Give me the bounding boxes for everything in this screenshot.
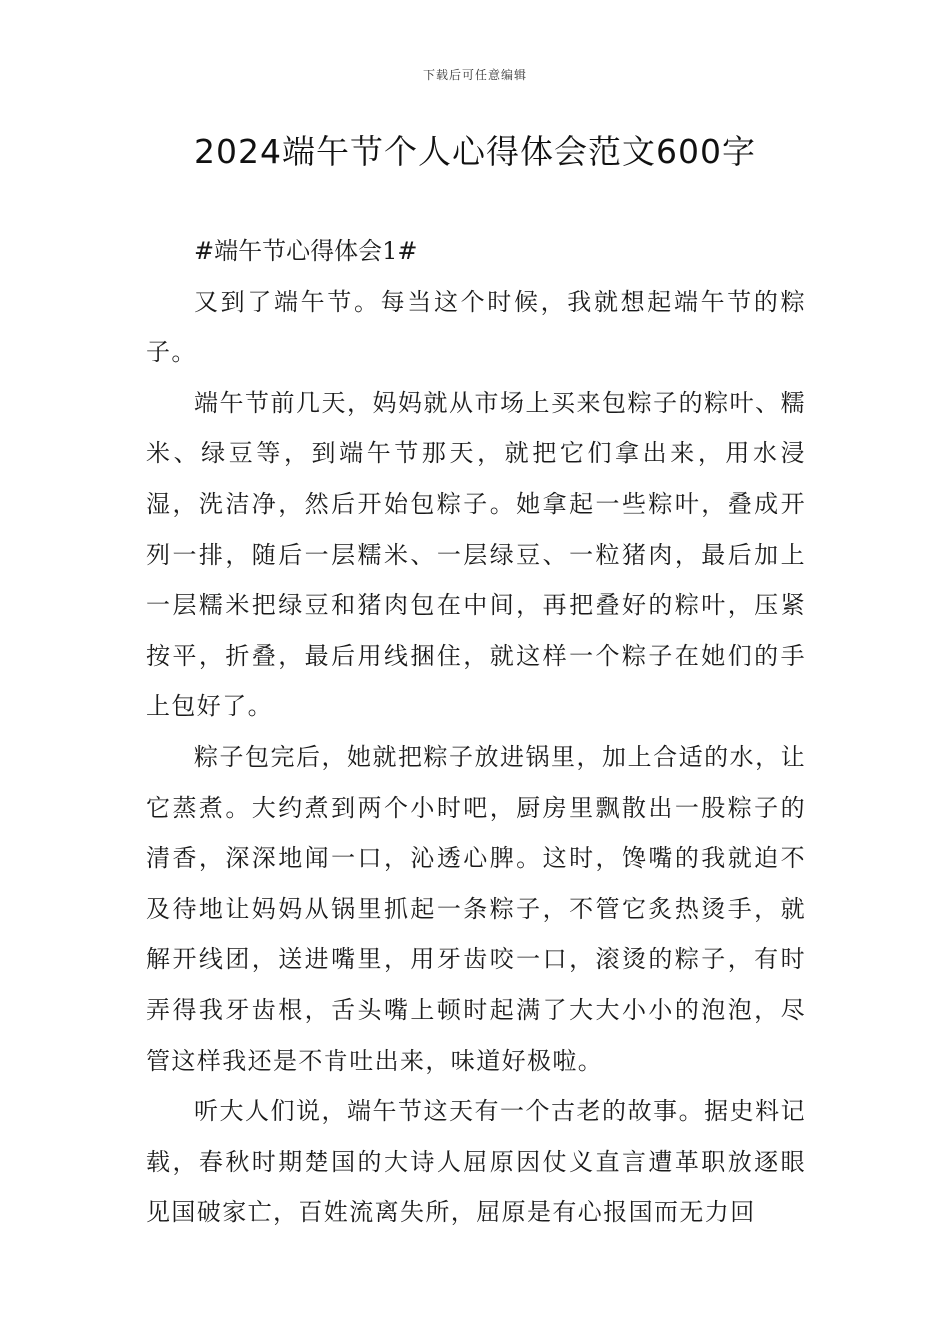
section-heading: #端午节心得体会1#	[194, 237, 418, 265]
page-title: 2024端午节个人心得体会范文600字	[194, 132, 756, 171]
header-note: 下载后可任意编辑	[422, 68, 527, 82]
article-body	[146, 226, 806, 1238]
paragraph-4: 听大人们说，端午节这天有一个古老的故事。据史料记载，春秋时期楚国的大诗人屈原因仗义直言遭革职放逐眼见国破家亡，百姓流离失所，屈原是有心报国而无力回	[146, 1097, 806, 1227]
paragraph-2: 端午节前几天，妈妈就从市场上买来包粽子的粽叶、糯米、绿豆等，到端午节那天，就把它们拿出来，用水浸湿，洗洁净，然后开始包粽子。她拿起一些粽叶，叠成开列一排，随后一层糯米、一层绿豆、一粒猪肉，最后加上一层糯米把绿豆和猪肉包在中间，再把叠好的粽叶，压紧按平，折叠，最后用线捆住，就这样一个粽子在她们的手上包好了。	[146, 388, 806, 721]
paragraph-3: 粽子包完后，她就把粽子放进锅里，加上合适的水，让它蒸煮。大约煮到两个小时吧，厨房里飘散出一股粽子的清香，深深地闻一口，沁透心脾。这时，馋嘴的我就迫不及待地让妈妈从锅里抓起一条粽子，不管它炙热烫手，就解开线团，送进嘴里，用牙齿咬一口，滚烫的粽子，有时弄得我牙齿根，舌头嘴上顿时起满了大大小小的泡泡，尽管这样我还是不肯吐出来，味道好极啦。	[146, 742, 806, 1075]
paragraph-1: 又到了端午节。每当这个时候，我就想起端午节的粽子。	[146, 287, 806, 367]
